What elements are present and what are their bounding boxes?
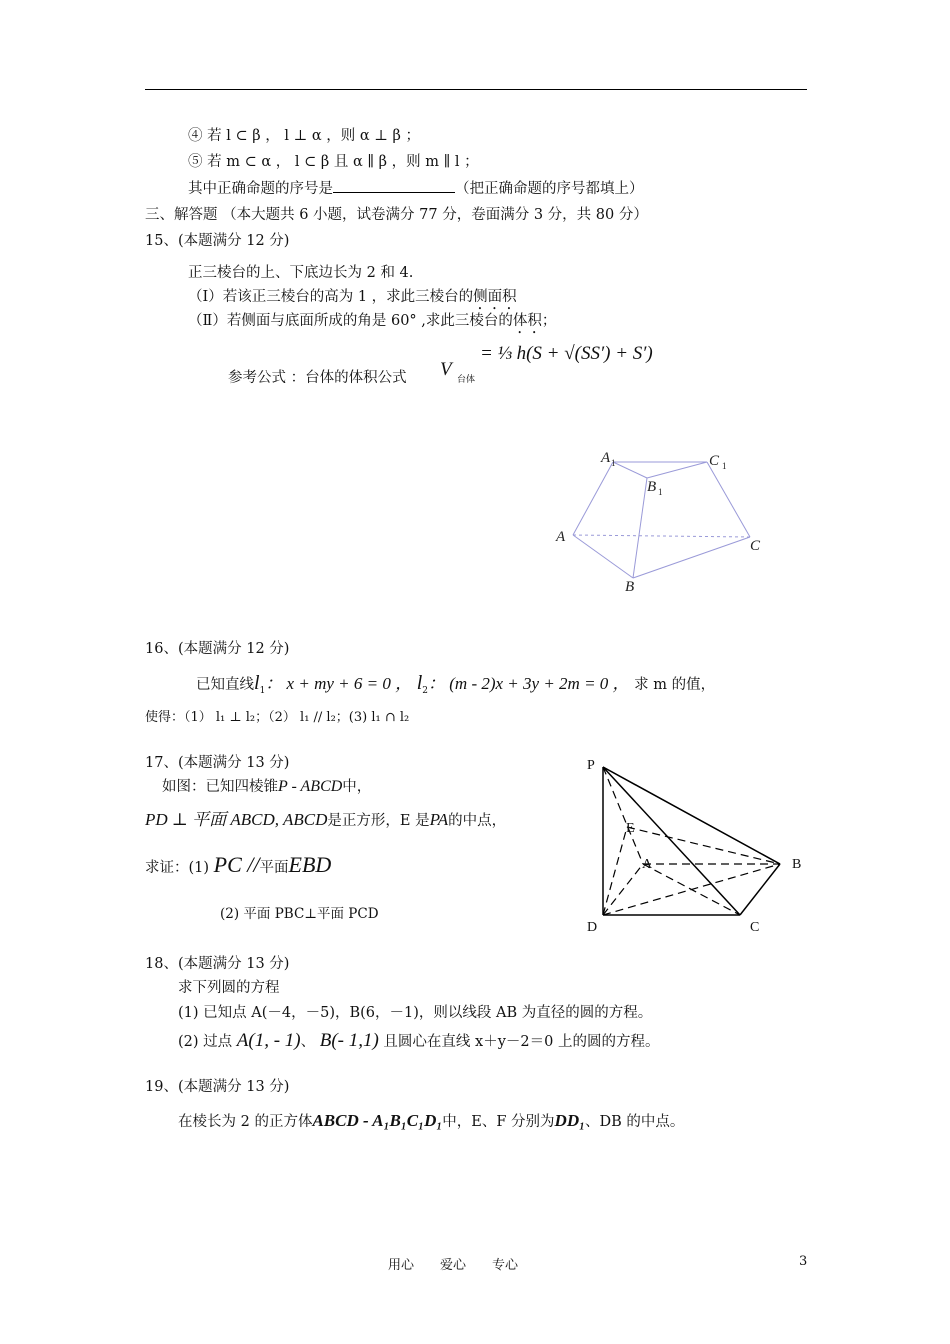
fill-prefix: 其中正确命题的序号是 bbox=[188, 181, 333, 197]
q15-part2-end: ； bbox=[541, 313, 557, 329]
q19-intro: 在棱长为 2 的正方体 bbox=[178, 1114, 313, 1130]
page-number: 3 bbox=[799, 1254, 808, 1269]
q17-ebd: EBD bbox=[288, 852, 332, 877]
q19-end: 、DB 的中点。 bbox=[585, 1114, 685, 1130]
label-B: B bbox=[625, 579, 635, 595]
q15-ref-label: 参考公式 ：台体的体积公式 bbox=[228, 370, 407, 386]
q16-l1: l bbox=[254, 672, 260, 694]
q15-part1-emph: 侧面积 bbox=[473, 289, 517, 305]
q17-prove bbox=[145, 852, 331, 878]
q17-line1 bbox=[162, 775, 371, 796]
q17-line2 bbox=[145, 805, 506, 830]
label-A1: A bbox=[601, 450, 611, 466]
q16-l1-sub: 1 bbox=[259, 685, 266, 696]
q18-sep: 、 bbox=[300, 1034, 316, 1050]
q15-formula-v: V bbox=[440, 359, 452, 380]
q16-ask: 求 m 的值， bbox=[634, 677, 716, 693]
q17-intro: 如图：已知四棱锥 bbox=[162, 779, 278, 795]
label-B1: B bbox=[647, 479, 657, 495]
label-C1-sub: 1 bbox=[722, 461, 727, 471]
q15-line1: 正三棱台的上、下底边长为 2 和 4. bbox=[188, 265, 414, 281]
footer-motto: 用心 爱心 专心 bbox=[388, 1258, 519, 1273]
q18-line3 bbox=[178, 1030, 659, 1052]
q17-heading: 17、(本题满分 13 分) bbox=[145, 755, 290, 771]
q17-square-text: 是正方形，E 是 bbox=[327, 813, 430, 829]
frustum-figure bbox=[545, 440, 775, 600]
q16-intro: 已知直线 bbox=[196, 677, 254, 693]
q16-l2: l bbox=[416, 672, 423, 694]
q15-part2-emph: 体积 bbox=[512, 313, 542, 329]
q16-line1 bbox=[196, 669, 715, 696]
q17-pc-parallel: PC // bbox=[213, 852, 260, 877]
q18-line1: 求下列圆的方程 bbox=[178, 980, 280, 996]
q16-l2-sub: 2 bbox=[422, 685, 428, 696]
label-A: A bbox=[642, 857, 653, 872]
header-rule bbox=[145, 89, 807, 90]
pyramid-figure bbox=[580, 755, 810, 940]
q15-heading: 15、(本题满分 12 分) bbox=[145, 233, 290, 249]
label-P: P bbox=[587, 758, 595, 773]
q17-condition: PD ⊥ 平面 ABCD, ABCD bbox=[145, 810, 328, 829]
label-C: C bbox=[750, 920, 760, 935]
q18-heading: 18、(本题满分 13 分) bbox=[145, 956, 290, 972]
label-D: D bbox=[587, 920, 598, 935]
q19-dd1: DD₁ bbox=[554, 1111, 586, 1130]
q18-line2: (1) 已知点 A(－4，－5)，B(6，－1)，则以线段 AB 为直径的圆的方程。 bbox=[178, 1005, 653, 1021]
q17-midpoint-text: 的中点， bbox=[448, 813, 507, 829]
q15-part2-text: （Ⅱ）若侧面与底面所成的角是 60° ,求此三棱台的 bbox=[188, 313, 513, 329]
fill-in-line bbox=[188, 177, 644, 198]
label-A1-sub: 1 bbox=[611, 458, 616, 468]
q17-plane: 平面 bbox=[259, 860, 289, 876]
q19-heading: 19、(本题满分 13 分) bbox=[145, 1079, 290, 1095]
q16-eq2: ： (m - 2)x + 3y + 2m = 0 ， bbox=[428, 674, 630, 693]
q15-part2 bbox=[188, 309, 556, 337]
q15-formula: = ⅓ h(S + √(SS′) + S′) bbox=[480, 343, 653, 364]
label-E: E bbox=[626, 821, 635, 836]
q18-condition: 且圆心在直线 x＋y－2＝0 上的圆的方程。 bbox=[383, 1034, 660, 1050]
q17-intro-end: 中， bbox=[342, 779, 372, 795]
fill-suffix: （把正确命题的序号都填上） bbox=[455, 181, 644, 197]
q18-point-a: A(1, - 1) bbox=[236, 1030, 301, 1051]
label-A: A bbox=[556, 529, 566, 545]
section-title: 三、解答题 （本大题共 6 小题，试卷满分 77 分，卷面满分 3 分，共 80 分） bbox=[145, 207, 648, 223]
q17-pa: PA bbox=[429, 810, 449, 829]
q16-line2: 使得：（1） l₁ ⊥ l₂；（2） l₁ // l₂；(3) l₁ ∩ l₂ bbox=[145, 710, 410, 725]
q17-line4: (2) 平面 PBC⊥平面 PCD bbox=[220, 906, 379, 922]
q17-pyramid: P - ABCD bbox=[278, 778, 343, 795]
label-B: B bbox=[792, 857, 802, 872]
q15-part1-text: （Ⅰ）若该正三棱台的高为 1 ，求此三棱台的 bbox=[188, 289, 474, 305]
label-B1-sub: 1 bbox=[658, 487, 663, 497]
label-C1: C bbox=[709, 453, 720, 469]
proposition-5: ⑤ 若 m ⊂ α ， l ⊂ β 且 α ∥ β ，则 m ∥ l ； bbox=[188, 154, 479, 170]
q16-eq1: ： x + my + 6 = 0 ， bbox=[265, 674, 413, 693]
q19-midpoints: 中，E、F 分别为 bbox=[442, 1114, 555, 1130]
answer-blank[interactable] bbox=[333, 178, 455, 193]
q16-heading: 16、(本题满分 12 分) bbox=[145, 641, 290, 657]
q19-cube: ABCD - A₁B₁C₁D₁ bbox=[312, 1111, 443, 1130]
proposition-4: ④ 若 l ⊂ β ， l ⊥ α ，则 α ⊥ β ； bbox=[188, 128, 420, 144]
q18-point-b: B(- 1,1) bbox=[319, 1030, 379, 1051]
q18-pass: (2) 过点 bbox=[178, 1034, 233, 1050]
label-C: C bbox=[750, 538, 761, 554]
q19-line1 bbox=[178, 1110, 684, 1131]
q17-prove-label: 求证：(1) bbox=[145, 860, 210, 876]
q15-formula-sub: 台体 bbox=[457, 375, 476, 385]
